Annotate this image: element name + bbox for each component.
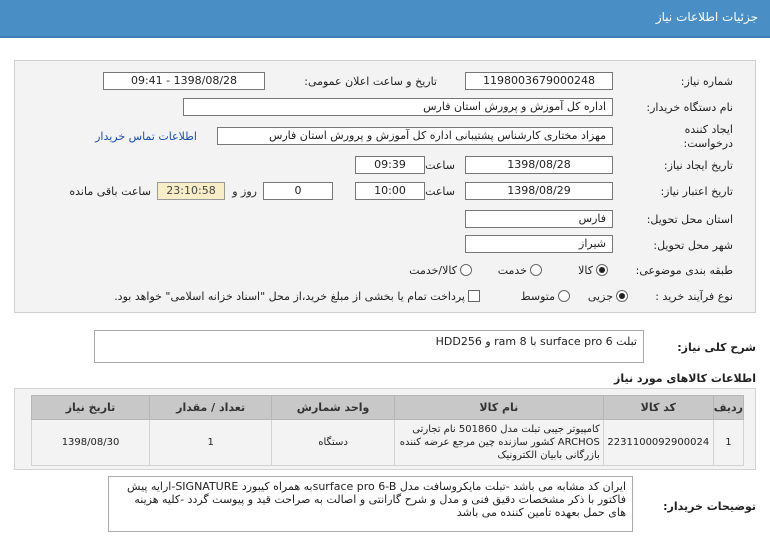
valid-time-field: 10:00 <box>355 182 425 200</box>
valid-date-field: 1398/08/29 <box>465 182 613 200</box>
cell-code: 2231100092900024 <box>603 420 713 466</box>
col-header-code: کد کالا <box>603 396 713 420</box>
category-label: طبقه بندی موضوعی: <box>635 264 733 277</box>
col-header-qty: تعداد / مقدار <box>150 396 272 420</box>
valid-days-field: 0 <box>263 182 333 200</box>
need-number-field: 1198003679000248 <box>465 72 613 90</box>
province-label: استان محل تحویل: <box>646 213 733 226</box>
remaining-label: ساعت باقی مانده <box>69 185 151 198</box>
category-option-goods[interactable]: کالا <box>578 263 611 277</box>
requester-field: مهزاد مختاری کارشناس پشتیبانی اداره کل آموزش و پرورش استان فارس <box>217 127 613 145</box>
radio-empty-icon <box>558 290 570 302</box>
valid-date-label: تاریخ اعتبار نیاز: <box>660 185 733 198</box>
province-field: فارس <box>465 210 613 228</box>
checkbox-icon <box>468 290 480 302</box>
treasury-payment-checkbox[interactable]: پرداخت تمام یا بخشی از مبلغ خرید،از محل "اسناد خزانه اسلامی" خواهد بود. <box>114 289 483 303</box>
page-title: جزئیات اطلاعات نیاز <box>655 10 758 24</box>
create-date-label: تاریخ ایجاد نیاز: <box>663 159 733 172</box>
city-label: شهر محل تحویل: <box>653 239 733 252</box>
requester-label: ایجاد کننده درخواست: <box>683 123 733 150</box>
valid-time-label: ساعت <box>425 185 455 198</box>
need-details-panel <box>14 60 756 313</box>
category-option-service[interactable]: خدمت <box>498 263 545 277</box>
col-header-row: ردیف <box>713 396 743 420</box>
category-option-goods-service[interactable]: کالا/خدمت <box>409 263 475 277</box>
cell-unit: دستگاه <box>272 420 395 466</box>
goods-section-title: اطلاعات کالاهای مورد نیاز <box>614 372 756 385</box>
description-field: تبلت surface pro 6 با ram 8 و HDD256 <box>94 330 644 363</box>
city-field: شیراز <box>465 235 613 253</box>
create-time-field: 09:39 <box>355 156 425 174</box>
notes-label: توضیحات خریدار: <box>663 500 756 513</box>
description-label: شرح کلی نیاز: <box>677 341 756 354</box>
buyer-org-field: اداره کل آموزش و پرورش استان فارس <box>183 98 613 116</box>
radio-selected-icon <box>616 290 628 302</box>
radio-empty-icon <box>460 264 472 276</box>
col-header-date: تاریخ نیاز <box>32 396 150 420</box>
table-row[interactable] <box>32 420 744 466</box>
buyer-contact-link[interactable]: اطلاعات تماس خریدار <box>95 130 197 143</box>
radio-selected-icon <box>596 264 608 276</box>
notes-field: ایران کد مشابه می باشد -تبلت مایکروسافت مدل surface pro 6-Bبه همراه کیبورد SIGNATURE-ارایه پیش فاکتور با ذکر مشخصات دقیق فنی و مدل و شرح گارانتی و اصالت به صراحت قید و پیوست گردد -کلیه هزینه های حمل بعهده تامین کننده می باشد <box>108 476 633 532</box>
create-date-field: 1398/08/28 <box>465 156 613 174</box>
col-header-name: نام کالا <box>394 396 603 420</box>
need-number-label: شماره نیاز: <box>680 75 733 88</box>
buyer-org-label: نام دستگاه خریدار: <box>646 101 733 114</box>
process-option-medium[interactable]: متوسط <box>520 289 573 303</box>
radio-empty-icon <box>530 264 542 276</box>
days-label: روز و <box>232 185 257 198</box>
goods-table-panel <box>14 388 756 470</box>
table-header-row <box>32 396 744 420</box>
cell-row: 1 <box>713 420 743 466</box>
process-label: نوع فرآیند خرید : <box>655 290 733 303</box>
col-header-unit: واحد شمارش <box>272 396 395 420</box>
announce-date-field: 1398/08/28 - 09:41 <box>103 72 265 90</box>
remaining-time-field: 23:10:58 <box>157 182 225 200</box>
create-time-label: ساعت <box>425 159 455 172</box>
cell-name: کامپیوتر جیبی تبلت مدل 501860 نام تجارتی ARCHOS کشور سازنده چین مرجع عرضه کننده بازرگانی بابیان الکترونیک <box>394 420 603 466</box>
cell-date: 1398/08/30 <box>32 420 150 466</box>
goods-table <box>31 395 744 466</box>
process-option-minor[interactable]: جزیی <box>588 289 631 303</box>
cell-qty: 1 <box>150 420 272 466</box>
announce-date-label: تاریخ و ساعت اعلان عمومی: <box>304 75 437 88</box>
page-header <box>0 0 770 38</box>
